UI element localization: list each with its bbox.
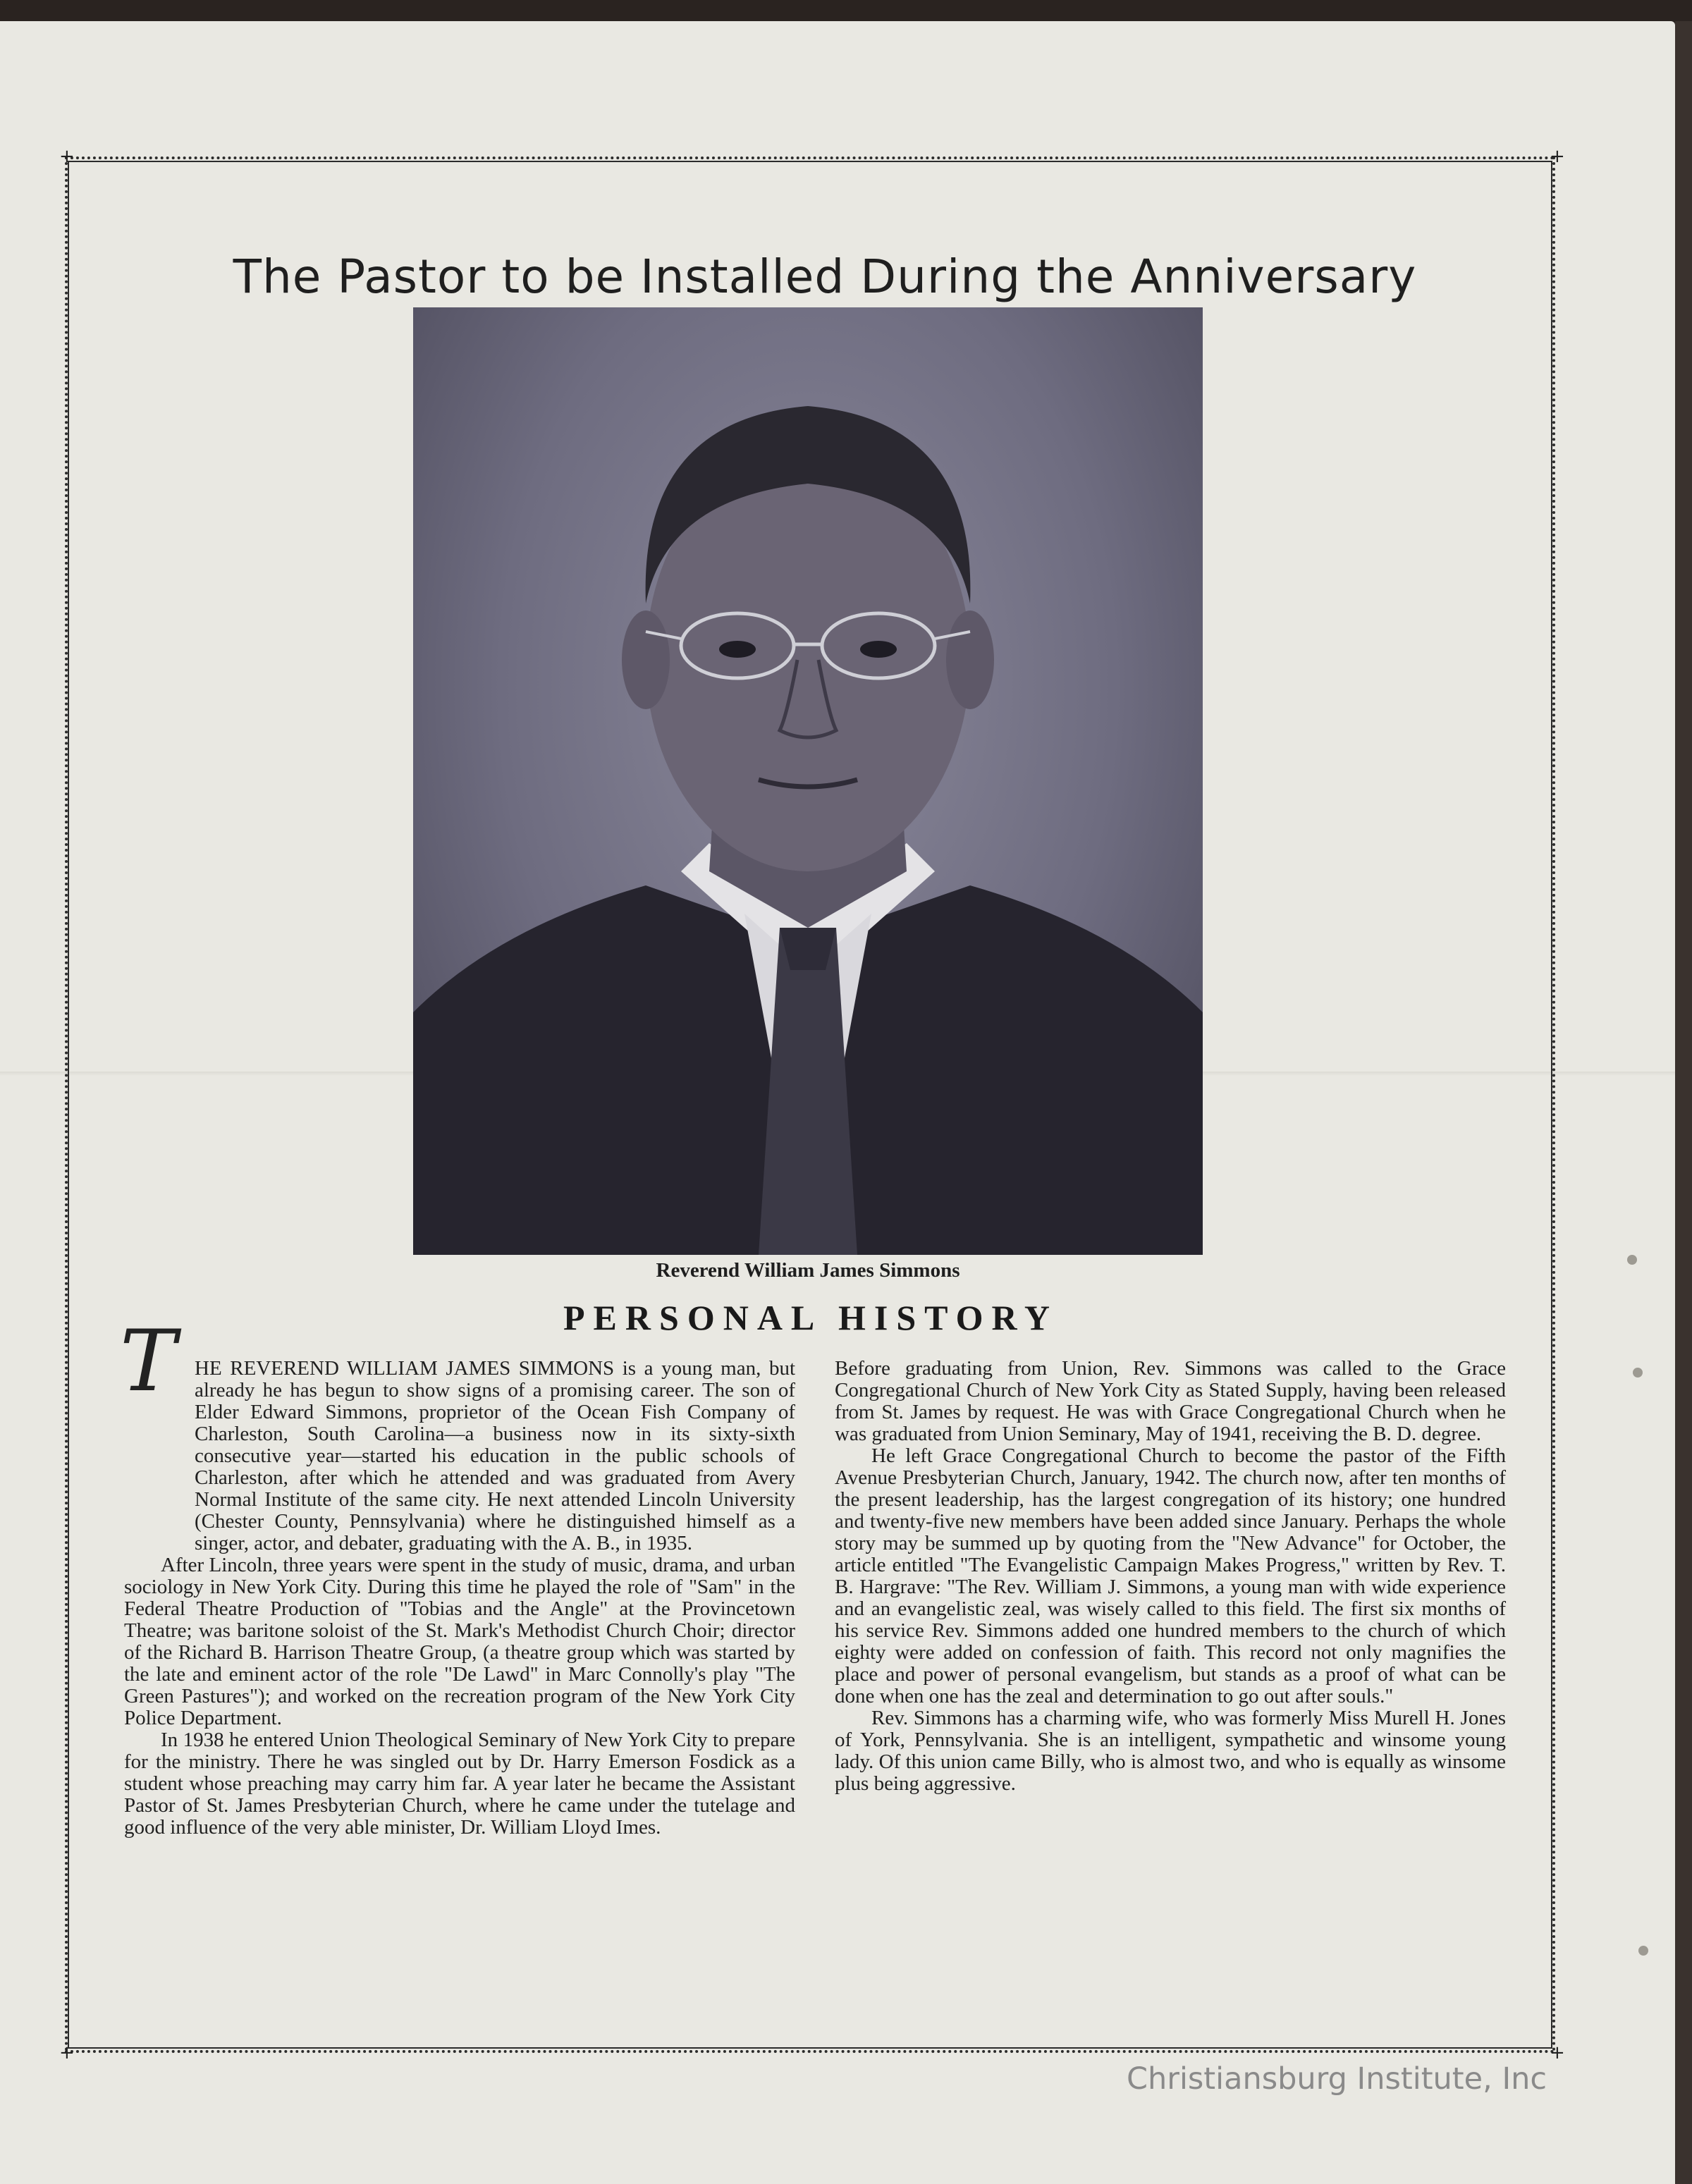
page-title: The Pastor to be Installed During the Anniversary	[233, 250, 1417, 305]
corner-ornament-top-right: +	[1550, 146, 1565, 167]
staple-hole	[1633, 1368, 1643, 1378]
staple-hole	[1627, 1255, 1637, 1265]
page-edge	[1675, 21, 1692, 2184]
portrait-illustration	[413, 307, 1203, 1255]
corner-ornament-top-left: +	[59, 146, 75, 167]
paragraph: Before graduating from Union, Rev. Simmons was called to the Grace Congregational Church of New York City as Stated Supply, having been released from St. James by request. He was with Grace Congregational Church when he was graduated from Union Seminary, May of 1941, receiving the B. D. degree.	[835, 1357, 1506, 1445]
photo-caption: Reverend William James Simmons	[656, 1259, 960, 1282]
paragraph: In 1938 he entered Union Theological Seminary of New York City to prepare for the ministry. There he was singled out by Dr. Harry Emerson Fosdick as a student whose preaching may carry him far. A year later he became the Assistant Pastor of St. James Presbyterian Church, where he came under the tutelage and good influence of the very able minister, Dr. William Lloyd Imes.	[124, 1729, 795, 1839]
paragraph: He left Grace Congregational Church to become the pastor of the Fifth Avenue Presbyterian Church, January, 1942. The church now, after ten months of the present leadership, has the largest congregation of its history; one hundred and twenty-five new members have been added since January. Perhaps the whole story may be summed up by quoting from the "New Advance" for October, the article entitled "The Evangelistic Campaign Makes Progress," written by Rev. T. B. Hargrave: "The Rev. William J. Simmons, a young man with wide experience and an evangelistic zeal, was wisely called to this field. The first six months of his service Rev. Simmons added one hundred members to the church of which eighty were added on confession of faith. This record not only magnifies the place and power of personal evangelism, but stands as a proof of what can be done when one has the zeal and determination to go out after souls."	[835, 1444, 1506, 1707]
corner-ornament-bottom-left: +	[59, 2042, 75, 2063]
paragraph: Rev. Simmons has a charming wife, who was formerly Miss Murell H. Jones of York, Pennsylvania. She is an intelligent, sympathetic and winsome young lady. Of this union came Billy, who is almost two, and who is equally as winsome plus being aggressive.	[835, 1707, 1506, 1795]
paragraph: After Lincoln, three years were spent in the study of music, drama, and urban sociology in New York City. During this time he played the role of "Sam" in the Federal Theatre Production of "Tobias and the Angle" at the Provincetown Theatre; was baritone soloist of the St. Mark's Methodist Church Choir; director of the Richard B. Harrison Theatre Group, (a theatre group which was started by the late and eminent actor of the role "De Lawd" in Marc Connolly's play "The Green Pastures"); and worked on the recreation program of the New York City Police Department.	[124, 1554, 795, 1729]
portrait-photo	[413, 307, 1203, 1255]
right-column	[835, 1358, 1506, 1795]
drop-cap: T	[120, 1313, 177, 1411]
left-column	[124, 1358, 795, 1839]
section-heading: PERSONAL HISTORY	[563, 1298, 1058, 1337]
watermark: Christiansburg Institute, Inc	[1127, 2061, 1547, 2097]
paragraph: HE REVEREND WILLIAM JAMES SIMMONS is a young man, but already he has begun to show signs of a promising career. The son of Elder Edward Simmons, proprietor of the Ocean Fish Company of Charleston, South Carolina—a business now in its sixty-sixth consecutive year—started his education in the public schools of Charleston, after which he attended and was graduated from Avery Normal Institute of the same city. He next attended Lincoln University (Chester County, Pennsylvania) where he distinguished himself as a singer, actor, and debater, graduating with the A. B., in 1935.	[195, 1357, 795, 1554]
staple-hole	[1638, 1946, 1648, 1956]
corner-ornament-bottom-right: +	[1550, 2042, 1565, 2063]
